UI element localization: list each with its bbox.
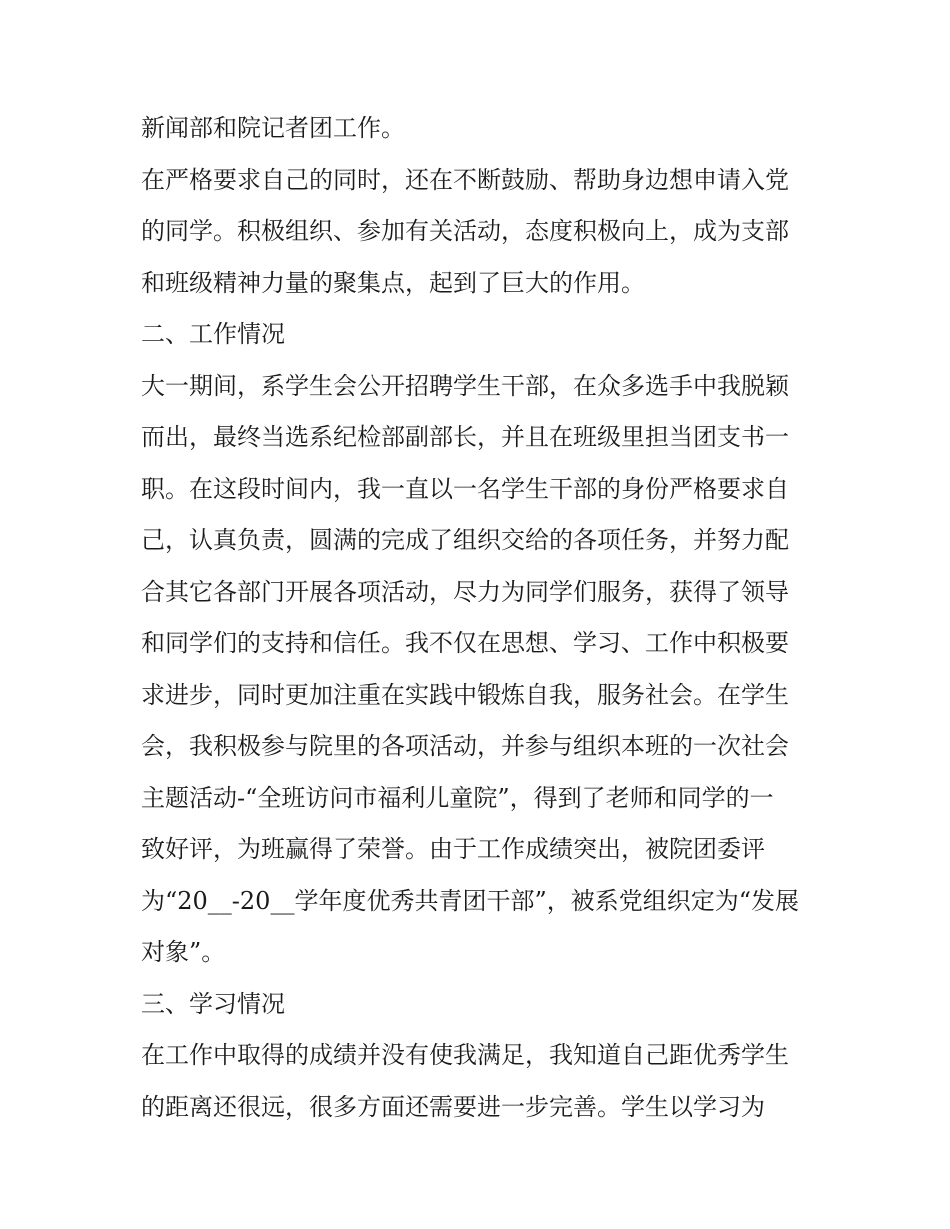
text-line: 己，认真负责，圆满的完成了组织交给的各项任务，并努力配 [141,526,789,554]
text-line: 致好评，为班赢得了荣誉。由于工作成绩突出，被院团委评 [141,835,765,863]
text-line: 而出，最终当选系纪检部副部长，并且在班级里担当团支书一 [141,423,789,451]
text-line: 会，我积极参与院里的各项活动，并参与组织本班的一次社会 [141,732,789,760]
section-heading: 三、学习情况 [141,989,285,1018]
document-body [141,106,821,1136]
text-line: 求进步，同时更加注重在实践中锻炼自我，服务社会。在学生 [141,680,789,709]
text-line: 职。在这段时间内，我一直以一名学生干部的身份严格要求自 [141,474,789,503]
section-heading: 二、工作情况 [141,320,285,348]
text-line: 为“20__-20__学年度优秀共青团干部”，被系党组织定为“发展 [141,886,799,915]
text-line: 和班级精神力量的聚集点，起到了巨大的作用。 [141,268,645,297]
text-line: 和同学们的支持和信任。我不仅在思想、学习、工作中积极要 [141,629,789,657]
text-line: 的同学。积极组织、参加有关活动，态度积极向上，成为支部 [141,217,789,245]
text-line: 在严格要求自己的同时，还在不断鼓励、帮助身边想申请入党 [141,165,789,194]
text-line: 对象”。 [141,938,226,966]
text-line: 合其它各部门开展各项活动，尽力为同学们服务，获得了领导 [141,577,789,606]
text-line: 的距离还很远，很多方面还需要进一步完善。学生以学习为 [141,1092,765,1121]
text-line: 主题活动-“全班访问市福利儿童院”，得到了老师和同学的一 [141,783,774,812]
text-line: 在工作中取得的成绩并没有使我满足，我知道自己距优秀学生 [141,1041,789,1069]
text-line: 新闻部和院记者团工作。 [141,114,405,142]
text-line: 大一期间，系学生会公开招聘学生干部，在众多选手中我脱颖 [141,371,789,400]
